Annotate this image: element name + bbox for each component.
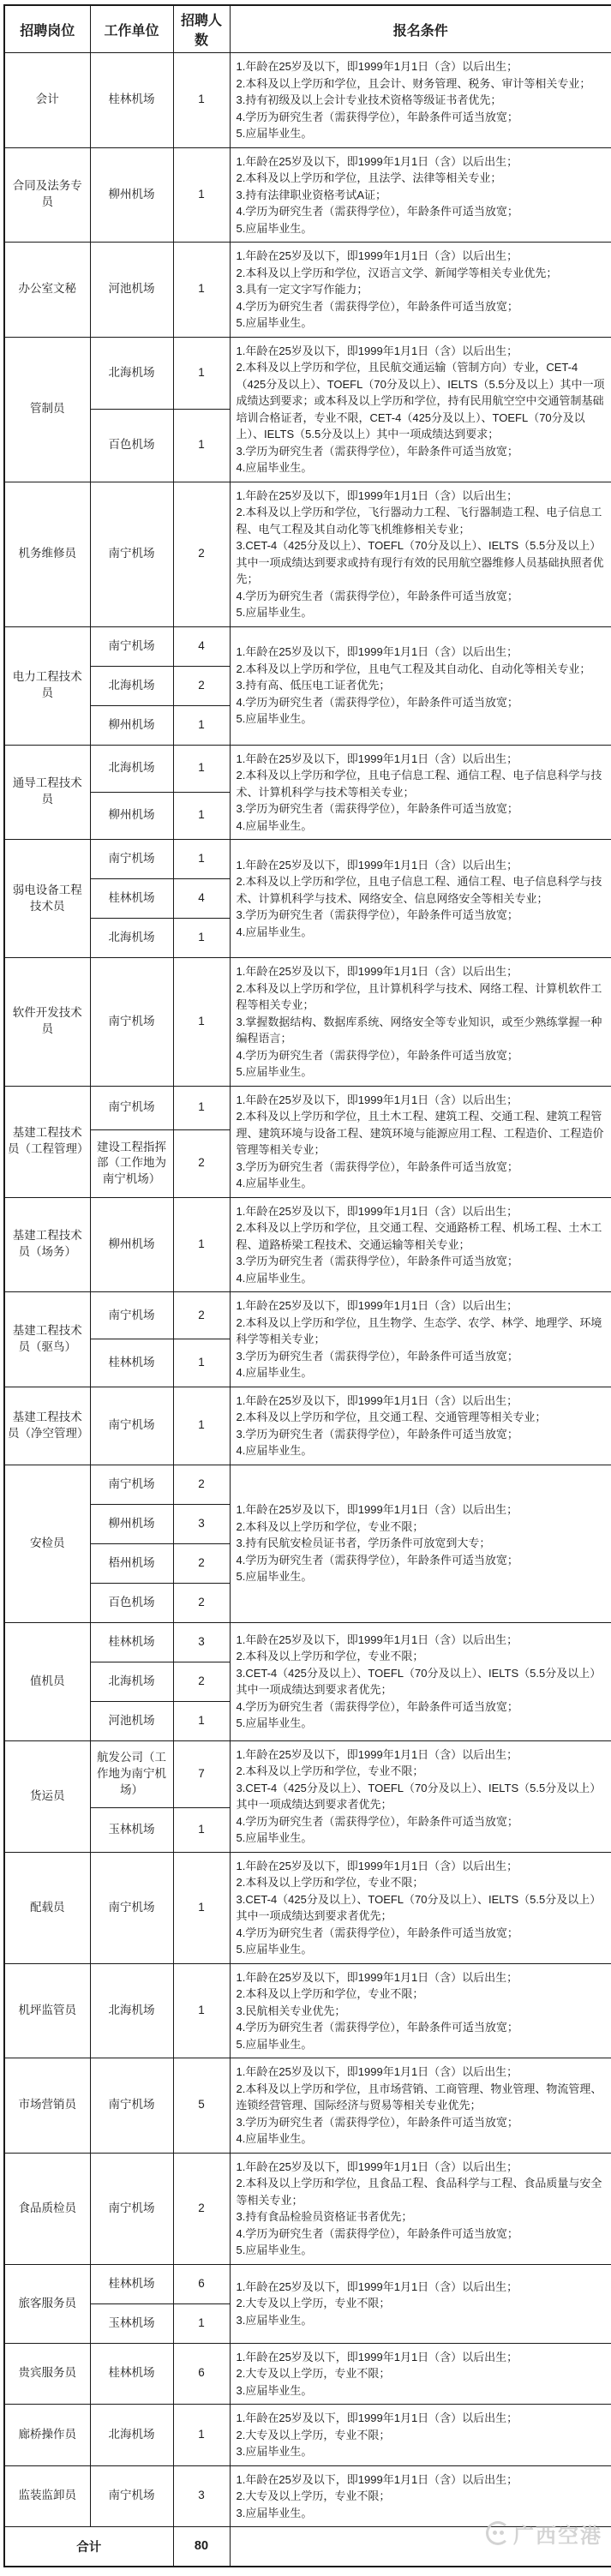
table-row (4, 147, 611, 243)
table-header-row (4, 5, 611, 53)
condition-line: 1.年龄在25岁及以下，即1999年1月1日（含）以后出生； (236, 2411, 518, 2424)
condition-line: 1.年龄在25岁及以下，即1999年1月1日（含）以后出生； (236, 752, 518, 765)
position-cell: 廊桥操作员 (4, 2405, 90, 2466)
count-cell: 6 (173, 2264, 230, 2303)
condition-line: 5.应届毕业生。 (236, 1943, 313, 1956)
table-row (4, 1852, 611, 1963)
condition-line: 5.应届毕业生。 (236, 1716, 313, 1729)
table-row (4, 1292, 611, 1339)
unit-cell: 南宁机场 (90, 1852, 173, 1963)
condition-line: 1.年龄在25岁及以下，即1999年1月1日（含）以后出生； (236, 2160, 518, 2173)
condition-line: 1.年龄在25岁及以下，即1999年1月1日（含）以后出生； (236, 1503, 518, 1517)
conditions-cell (230, 1086, 611, 1197)
count-cell: 1 (173, 243, 230, 338)
table-row (4, 2058, 611, 2154)
condition-line: 4.应届毕业生。 (236, 2132, 313, 2145)
conditions-cell (230, 2405, 611, 2466)
count-cell: 3 (173, 1622, 230, 1662)
condition-line: 3.应届毕业生。 (236, 2506, 313, 2519)
condition-line: 2.大专及以上学历，专业不限； (236, 2489, 391, 2502)
condition-line: 5.应届毕业生。 (236, 2037, 313, 2051)
condition-line: 3.CET-4（425分及以上）、TOEFL（70分及以上）、IELTS（5.5分及以上）其中一项成绩达到要求者优先； (236, 1781, 602, 1811)
position-cell: 基建工程技术员（场务） (4, 1197, 90, 1292)
count-cell: 1 (173, 2303, 230, 2343)
unit-cell: 南宁机场 (90, 626, 173, 666)
conditions-cell (230, 1197, 611, 1292)
count-cell: 1 (173, 1701, 230, 1740)
unit-cell: 柳州机场 (90, 1197, 173, 1292)
unit-cell: 柳州机场 (90, 147, 173, 243)
condition-line: 4.学历为研究生者（需获得学位），年龄条件可适当放宽； (236, 589, 518, 602)
condition-line: 4.学历为研究生者（需获得学位），年龄条件可适当放宽； (236, 695, 518, 709)
unit-cell: 北海机场 (90, 1963, 173, 2058)
condition-line: 1.年龄在25岁及以下，即1999年1月1日（含）以后出生； (236, 1204, 518, 1218)
conditions-cell (230, 1622, 611, 1740)
table-row (4, 1622, 611, 1662)
conditions-cell (230, 1963, 611, 2058)
condition-line: 5.应届毕业生。 (236, 1831, 313, 1844)
conditions-cell (230, 2058, 611, 2154)
table-row (4, 745, 611, 792)
condition-line: 1.年龄在25岁及以下，即1999年1月1日（含）以后出生； (236, 2279, 518, 2293)
condition-line: 3.学历为研究生者（需获得学位），年龄条件可适当放宽； (236, 1349, 518, 1363)
count-cell: 2 (173, 1130, 230, 1197)
condition-line: 1.年龄在25岁及以下，即1999年1月1日（含）以后出生； (236, 2065, 518, 2078)
condition-line: 5.应届毕业生。 (236, 2244, 313, 2256)
condition-line: 4.学历为研究生者（需获得学位），年龄条件可适当放宽； (236, 2226, 518, 2240)
unit-cell: 百色机场 (90, 410, 173, 482)
condition-line: 3.应届毕业生。 (236, 2445, 313, 2458)
conditions-cell (230, 337, 611, 482)
table-row (4, 1197, 611, 1292)
unit-cell: 南宁机场 (90, 482, 173, 626)
table-row (4, 2153, 611, 2264)
condition-line: 3.学历为研究生者（需获得学位），年龄条件可适当放宽； (236, 444, 518, 458)
condition-line: 2.本科及以上学历和学位，专业不限； (236, 1519, 424, 1533)
unit-cell: 梧州机场 (90, 1543, 173, 1583)
condition-line: 5.应届毕业生。 (236, 606, 313, 619)
condition-line: 2.大专及以上学历，专业不限； (236, 2428, 391, 2441)
position-cell: 值机员 (4, 1622, 90, 1740)
conditions-cell (230, 626, 611, 745)
count-cell: 7 (173, 1740, 230, 1807)
condition-line: 2.本科及以上学历和学位，且土木工程、建筑工程、交通工程、建筑工程管理、建筑环境与设备工程、建筑环境与能源应用工程、工程造价、工程造价管理等相关专业； (236, 1110, 604, 1156)
table-row (4, 1086, 611, 1130)
condition-line: 3.持有食品检验员资格证书者优先； (236, 2210, 413, 2223)
condition-line: 1.年龄在25岁及以下，即1999年1月1日（含）以后出生； (236, 1859, 518, 1872)
count-cell: 1 (173, 958, 230, 1087)
count-cell: 2 (173, 1543, 230, 1583)
count-cell: 1 (173, 147, 230, 243)
unit-cell: 南宁机场 (90, 2465, 173, 2527)
count-cell: 1 (173, 705, 230, 745)
table-row (4, 2465, 611, 2527)
conditions-cell (230, 147, 611, 243)
count-cell: 1 (173, 1339, 230, 1387)
condition-line: 5.应届毕业生。 (236, 1570, 313, 1584)
recruitment-table (3, 4, 611, 2567)
count-cell: 2 (173, 2153, 230, 2264)
condition-line: 2.本科及以上学历和学位，且会计、财务管理、税务、审计等相关专业； (236, 76, 591, 90)
count-cell: 1 (173, 840, 230, 879)
condition-line: 4.学历为研究生者（需获得学位），年龄条件可适当放宽； (236, 1048, 518, 1062)
count-cell: 1 (173, 1852, 230, 1963)
count-cell: 2 (173, 666, 230, 705)
table-row (4, 337, 611, 410)
unit-cell: 北海机场 (90, 666, 173, 705)
count-cell: 3 (173, 1504, 230, 1543)
conditions-cell (230, 2343, 611, 2405)
table-row (4, 1465, 611, 1504)
condition-line: 4.学历为研究生者（需获得学位），年龄条件可适当放宽； (236, 299, 518, 313)
condition-line: 4.学历为研究生者（需获得学位），年龄条件可适当放宽； (236, 1553, 518, 1567)
conditions-cell (230, 2465, 611, 2527)
condition-line: 4.应届毕业生。 (236, 1271, 313, 1285)
unit-cell: 南宁机场 (90, 2058, 173, 2154)
count-cell: 4 (173, 626, 230, 666)
condition-line: 5.应届毕业生。 (236, 127, 313, 140)
position-cell: 机坪监管员 (4, 1963, 90, 2058)
condition-line: 4.应届毕业生。 (236, 925, 313, 938)
unit-cell: 桂林机场 (90, 2264, 173, 2303)
condition-line: 3.学历为研究生者（需获得学位），年龄条件可适当放宽； (236, 1427, 518, 1441)
table-row (4, 243, 611, 338)
count-cell: 2 (173, 1292, 230, 1339)
condition-line: 4.应届毕业生。 (236, 818, 313, 832)
unit-cell: 柳州机场 (90, 1504, 173, 1543)
conditions-cell (230, 1740, 611, 1852)
count-cell: 1 (173, 1387, 230, 1465)
header-unit: 工作单位 (90, 5, 173, 53)
condition-line: 2.本科及以上学历和学位，专业不限； (236, 1987, 424, 2000)
conditions-cell (230, 1852, 611, 1963)
condition-line: 4.学历为研究生者（需获得学位），年龄条件可适当放宽； (236, 205, 518, 218)
table-row (4, 1387, 611, 1465)
count-cell: 1 (173, 337, 230, 410)
position-cell: 基建工程技术员（净空管理） (4, 1387, 90, 1465)
header-count: 招聘人数 (173, 5, 230, 53)
condition-line: 1.年龄在25岁及以下，即1999年1月1日（含）以后出生； (236, 344, 518, 357)
unit-cell: 南宁机场 (90, 2153, 173, 2264)
condition-line: 1.年龄在25岁及以下，即1999年1月1日（含）以后出生； (236, 645, 518, 659)
condition-line: 3.持有初级及以上会计专业技术资格等级证书者优先； (236, 93, 502, 106)
condition-line: 4.学历为研究生者（需获得学位），年龄条件可适当放宽； (236, 110, 518, 123)
condition-line: 1.年龄在25岁及以下，即1999年1月1日（含）以后出生； (236, 965, 518, 978)
conditions-cell (230, 1387, 611, 1465)
count-cell: 1 (173, 2405, 230, 2466)
unit-cell: 桂林机场 (90, 2343, 173, 2405)
condition-line: 1.年龄在25岁及以下，即1999年1月1日（含）以后出生； (236, 1393, 518, 1407)
count-cell: 1 (173, 1197, 230, 1292)
unit-cell: 河池机场 (90, 1701, 173, 1740)
condition-line: 5.应届毕业生。 (236, 316, 313, 329)
position-cell: 配载员 (4, 1852, 90, 1963)
total-empty-cell (230, 2527, 611, 2567)
conditions-cell (230, 1292, 611, 1387)
position-cell: 弱电设备工程技术员 (4, 840, 90, 958)
condition-line: 1.年龄在25岁及以下，即1999年1月1日（含）以后出生； (236, 1632, 518, 1646)
watermark-text: 广西空港 (513, 2524, 602, 2548)
unit-cell: 南宁机场 (90, 1387, 173, 1465)
position-cell: 办公室文秘 (4, 243, 90, 338)
table-row (4, 1963, 611, 2058)
condition-line: 1.年龄在25岁及以下，即1999年1月1日（含）以后出生； (236, 249, 518, 262)
condition-line: 3.CET-4（425分及以上）、TOEFL（70分及以上）、IELTS（5.5分及以上）其中一项成绩达到要求或持有现行有效的民用航空器维修人员基础执照者优先； (236, 539, 604, 585)
condition-line: 2.本科及以上学历和学位，且法学、法律等相关专业； (236, 171, 502, 184)
unit-cell: 玉林机场 (90, 1807, 173, 1852)
condition-line: 3.掌握数据结构、数据库系统、网络安全等专业知识，或至少熟练掌握一种编程语言； (236, 1015, 602, 1045)
unit-cell: 南宁机场 (90, 1465, 173, 1504)
condition-line: 3.应届毕业生。 (236, 2313, 313, 2327)
conditions-cell (230, 482, 611, 626)
count-cell: 5 (173, 2058, 230, 2154)
condition-line: 3.持有法律职业资格考试A证； (236, 188, 387, 201)
condition-line: 3.民航相关专业优先； (236, 2004, 346, 2017)
count-cell: 1 (173, 1963, 230, 2058)
condition-line: 5.应届毕业生。 (236, 1065, 313, 1078)
unit-cell: 南宁机场 (90, 1086, 173, 1130)
condition-line: 2.本科及以上学历和学位，专业不限； (236, 1650, 424, 1662)
unit-cell: 桂林机场 (90, 53, 173, 148)
position-cell: 货运员 (4, 1740, 90, 1852)
position-cell: 会计 (4, 53, 90, 148)
condition-line: 1.年龄在25岁及以下，即1999年1月1日（含）以后出生； (236, 2350, 518, 2363)
total-count-cell: 80 (173, 2527, 230, 2567)
count-cell: 1 (173, 919, 230, 958)
condition-line: 4.应届毕业生。 (236, 1366, 313, 1379)
condition-line: 2.本科及以上学历和学位，且电子信息工程、通信工程、电子信息科学与技术、计算机科学与技术、网络安全、信息网络安全等相关专业； (236, 875, 602, 905)
count-cell: 4 (173, 879, 230, 919)
count-cell: 1 (173, 1086, 230, 1130)
count-cell: 2 (173, 1465, 230, 1504)
position-cell: 旅客服务员 (4, 2264, 90, 2343)
count-cell: 2 (173, 482, 230, 626)
unit-cell: 北海机场 (90, 745, 173, 792)
condition-line: 1.年龄在25岁及以下，即1999年1月1日（含）以后出生； (236, 2472, 518, 2486)
position-cell: 电力工程技术员 (4, 626, 90, 745)
unit-cell: 桂林机场 (90, 1622, 173, 1662)
count-cell: 6 (173, 2343, 230, 2405)
position-cell: 贵宾服务员 (4, 2343, 90, 2405)
condition-line: 2.本科及以上学历和学位，且电气工程及其自动化、自动化等相关专业； (236, 662, 591, 675)
position-cell: 基建工程技术员（驱鸟） (4, 1292, 90, 1387)
condition-line: 2.本科及以上学历和学位，且计算机科学与技术、网络工程、计算机软件工程等相关专业； (236, 981, 602, 1011)
table-row (4, 1740, 611, 1807)
condition-line: 4.应届毕业生。 (236, 461, 313, 474)
condition-line: 2.本科及以上学历和学位，且民航交通运输（管制方向）专业，CET-4（425分及以上）、TOEFL（70分及以上）、IELTS（5.5分及以上）其中一项成绩达到要求；或本科及以上学历和学位，持有民用航空空中交通管制基础培训合格证者，专业不限，CET-4（425分及以上）、TOEFL（70分及以上）、IELTS（5.5分及以上）其中一项成绩达到要求； (236, 361, 605, 440)
unit-cell: 北海机场 (90, 337, 173, 410)
table-row (4, 2405, 611, 2466)
condition-line: 3.学历为研究生者（需获得学位），年龄条件可适当放宽； (236, 1159, 518, 1173)
condition-line: 3.学历为研究生者（需获得学位），年龄条件可适当放宽； (236, 1255, 518, 1267)
conditions-cell (230, 1465, 611, 1622)
count-cell: 2 (173, 1662, 230, 1701)
position-cell: 机务维修员 (4, 482, 90, 626)
unit-cell: 南宁机场 (90, 840, 173, 879)
condition-line: 2.本科及以上学历和学位，专业不限； (236, 1764, 424, 1777)
condition-line: 1.年龄在25岁及以下，即1999年1月1日（含）以后出生； (236, 1747, 518, 1761)
condition-line: 5.应届毕业生。 (236, 221, 313, 235)
header-conditions: 报名条件 (230, 5, 611, 53)
condition-line: 2.本科及以上学历和学位，飞行器动力工程、飞行器制造工程、电子信息工程、电气工程及其自动化等飞机维修相关专业； (236, 506, 602, 536)
condition-line: 4.应届毕业生。 (236, 1444, 313, 1457)
header-position: 招聘岗位 (4, 5, 90, 53)
position-cell: 软件开发技术员 (4, 958, 90, 1087)
condition-line: 2.本科及以上学历和学位，且电子信息工程、通信工程、电子信息科学与技术、计算机科学与技术等相关专业； (236, 769, 602, 799)
total-label-cell: 合计 (4, 2527, 173, 2567)
condition-line: 1.年龄在25岁及以下，即1999年1月1日（含）以后出生； (236, 1299, 518, 1312)
condition-line: 1.年龄在25岁及以下，即1999年1月1日（含）以后出生； (236, 154, 518, 168)
conditions-cell (230, 958, 611, 1087)
position-cell: 通导工程技术员 (4, 745, 90, 840)
table-row (4, 626, 611, 666)
table-row (4, 840, 611, 879)
condition-line: 2.本科及以上学历和学位，且交通工程、交通路桥工程、机场工程、土木工程、道路桥梁工程技术、交通运输等相关专业； (236, 1221, 602, 1251)
table-row (4, 2264, 611, 2303)
condition-line: 2.大专及以上学历，专业不限； (236, 2367, 391, 2380)
count-cell: 1 (173, 1807, 230, 1852)
condition-line: 3.CET-4（425分及以上）、TOEFL（70分及以上）、IELTS（5.5分及以上）其中一项成绩达到要求者优先； (236, 1666, 602, 1696)
condition-line: 3.学历为研究生者（需获得学位），年龄条件可适当放宽； (236, 908, 518, 922)
count-cell: 3 (173, 2465, 230, 2527)
unit-cell: 桂林机场 (90, 879, 173, 919)
position-cell: 安检员 (4, 1465, 90, 1622)
unit-cell: 南宁机场 (90, 958, 173, 1087)
condition-line: 5.应届毕业生。 (236, 712, 313, 726)
count-cell: 1 (173, 410, 230, 482)
table-row (4, 482, 611, 626)
condition-line: 2.本科及以上学历和学位，且生物学、生态学、农学、林学、地理学、环境科学等相关专业； (236, 1315, 602, 1345)
conditions-cell (230, 243, 611, 338)
condition-line: 3.持有民航安检员证书者，学历条件可放宽到大专； (236, 1537, 491, 1550)
unit-cell: 北海机场 (90, 1662, 173, 1701)
position-cell: 基建工程技术员（工程管理） (4, 1086, 90, 1197)
position-cell: 市场营销员 (4, 2058, 90, 2154)
condition-line: 3.持有高、低压电工证者优先； (236, 679, 391, 692)
unit-cell: 南宁机场 (90, 1292, 173, 1339)
table-row (4, 53, 611, 148)
condition-line: 1.年龄在25岁及以下，即1999年1月1日（含）以后出生； (236, 1970, 518, 1984)
condition-line: 1.年龄在25岁及以下，即1999年1月1日（含）以后出生； (236, 60, 518, 73)
condition-line: 4.学历为研究生者（需获得学位），年龄条件可适当放宽； (236, 1699, 518, 1713)
unit-cell: 建设工程指挥部（工作地为南宁机场） (90, 1130, 173, 1197)
condition-line: 3.CET-4（425分及以上）、TOEFL（70分及以上）、IELTS（5.5分及以上）其中一项成绩达到要求者优先； (236, 1892, 602, 1922)
table-row (4, 958, 611, 1087)
condition-line: 4.应届毕业生。 (236, 1177, 313, 1189)
count-cell: 1 (173, 792, 230, 839)
unit-cell: 百色机场 (90, 1583, 173, 1622)
condition-line: 3.具有一定文字写作能力； (236, 283, 368, 296)
unit-cell: 河池机场 (90, 243, 173, 338)
position-cell: 食品质检员 (4, 2153, 90, 2264)
condition-line: 2.大专及以上学历，专业不限； (236, 2297, 391, 2310)
condition-line: 2.本科及以上学历和学位，汉语言文学、新闻学等相关专业优先； (236, 266, 558, 279)
unit-cell: 北海机场 (90, 2405, 173, 2466)
conditions-cell (230, 745, 611, 840)
position-cell: 管制员 (4, 337, 90, 482)
condition-line: 3.学历为研究生者（需获得学位），年龄条件可适当放宽； (236, 2115, 518, 2129)
count-cell: 1 (173, 745, 230, 792)
position-cell: 监装监卸员 (4, 2465, 90, 2527)
conditions-cell (230, 53, 611, 148)
condition-line: 2.本科及以上学历和学位，且交通工程、交通管理等相关专业； (236, 1411, 547, 1423)
condition-line: 4.学历为研究生者（需获得学位），年龄条件可适当放宽； (236, 1926, 518, 1939)
conditions-cell (230, 840, 611, 958)
condition-line: 2.本科及以上学历和学位，且市场营销、工商管理、物业管理、物流管理、连锁经营管理、国际经济与贸易等相关专业优先； (236, 2082, 602, 2112)
unit-cell: 玉林机场 (90, 2303, 173, 2343)
condition-line: 1.年龄在25岁及以下，即1999年1月1日（含）以后出生； (236, 858, 518, 872)
unit-cell: 柳州机场 (90, 705, 173, 745)
condition-line: 3.学历为研究生者（需获得学位），年龄条件可适当放宽； (236, 802, 518, 815)
unit-cell: 柳州机场 (90, 792, 173, 839)
condition-line: 3.应届毕业生。 (236, 2383, 313, 2397)
unit-cell: 航发公司（工作地为南宁机场） (90, 1740, 173, 1807)
condition-line: 1.年龄在25岁及以下，即1999年1月1日（含）以后出生； (236, 1093, 518, 1106)
position-cell: 合同及法务专员 (4, 147, 90, 243)
condition-line: 4.学历为研究生者（需获得学位），年龄条件可适当放宽； (236, 1814, 518, 1828)
table-row (4, 2343, 611, 2405)
condition-line: 4.学历为研究生者（需获得学位），年龄条件可适当放宽； (236, 2021, 518, 2034)
total-row (4, 2527, 611, 2567)
unit-cell: 北海机场 (90, 919, 173, 958)
condition-line: 1.年龄在25岁及以下，即1999年1月1日（含）以后出生； (236, 488, 518, 502)
count-cell: 1 (173, 53, 230, 148)
conditions-cell (230, 2153, 611, 2264)
condition-line: 2.本科及以上学历和学位，且食品工程、食品科学与工程、食品质量与安全等相关专业； (236, 2177, 602, 2207)
unit-cell: 桂林机场 (90, 1339, 173, 1387)
count-cell: 2 (173, 1583, 230, 1622)
condition-line: 2.本科及以上学历和学位，专业不限； (236, 1876, 424, 1889)
conditions-cell (230, 2264, 611, 2343)
